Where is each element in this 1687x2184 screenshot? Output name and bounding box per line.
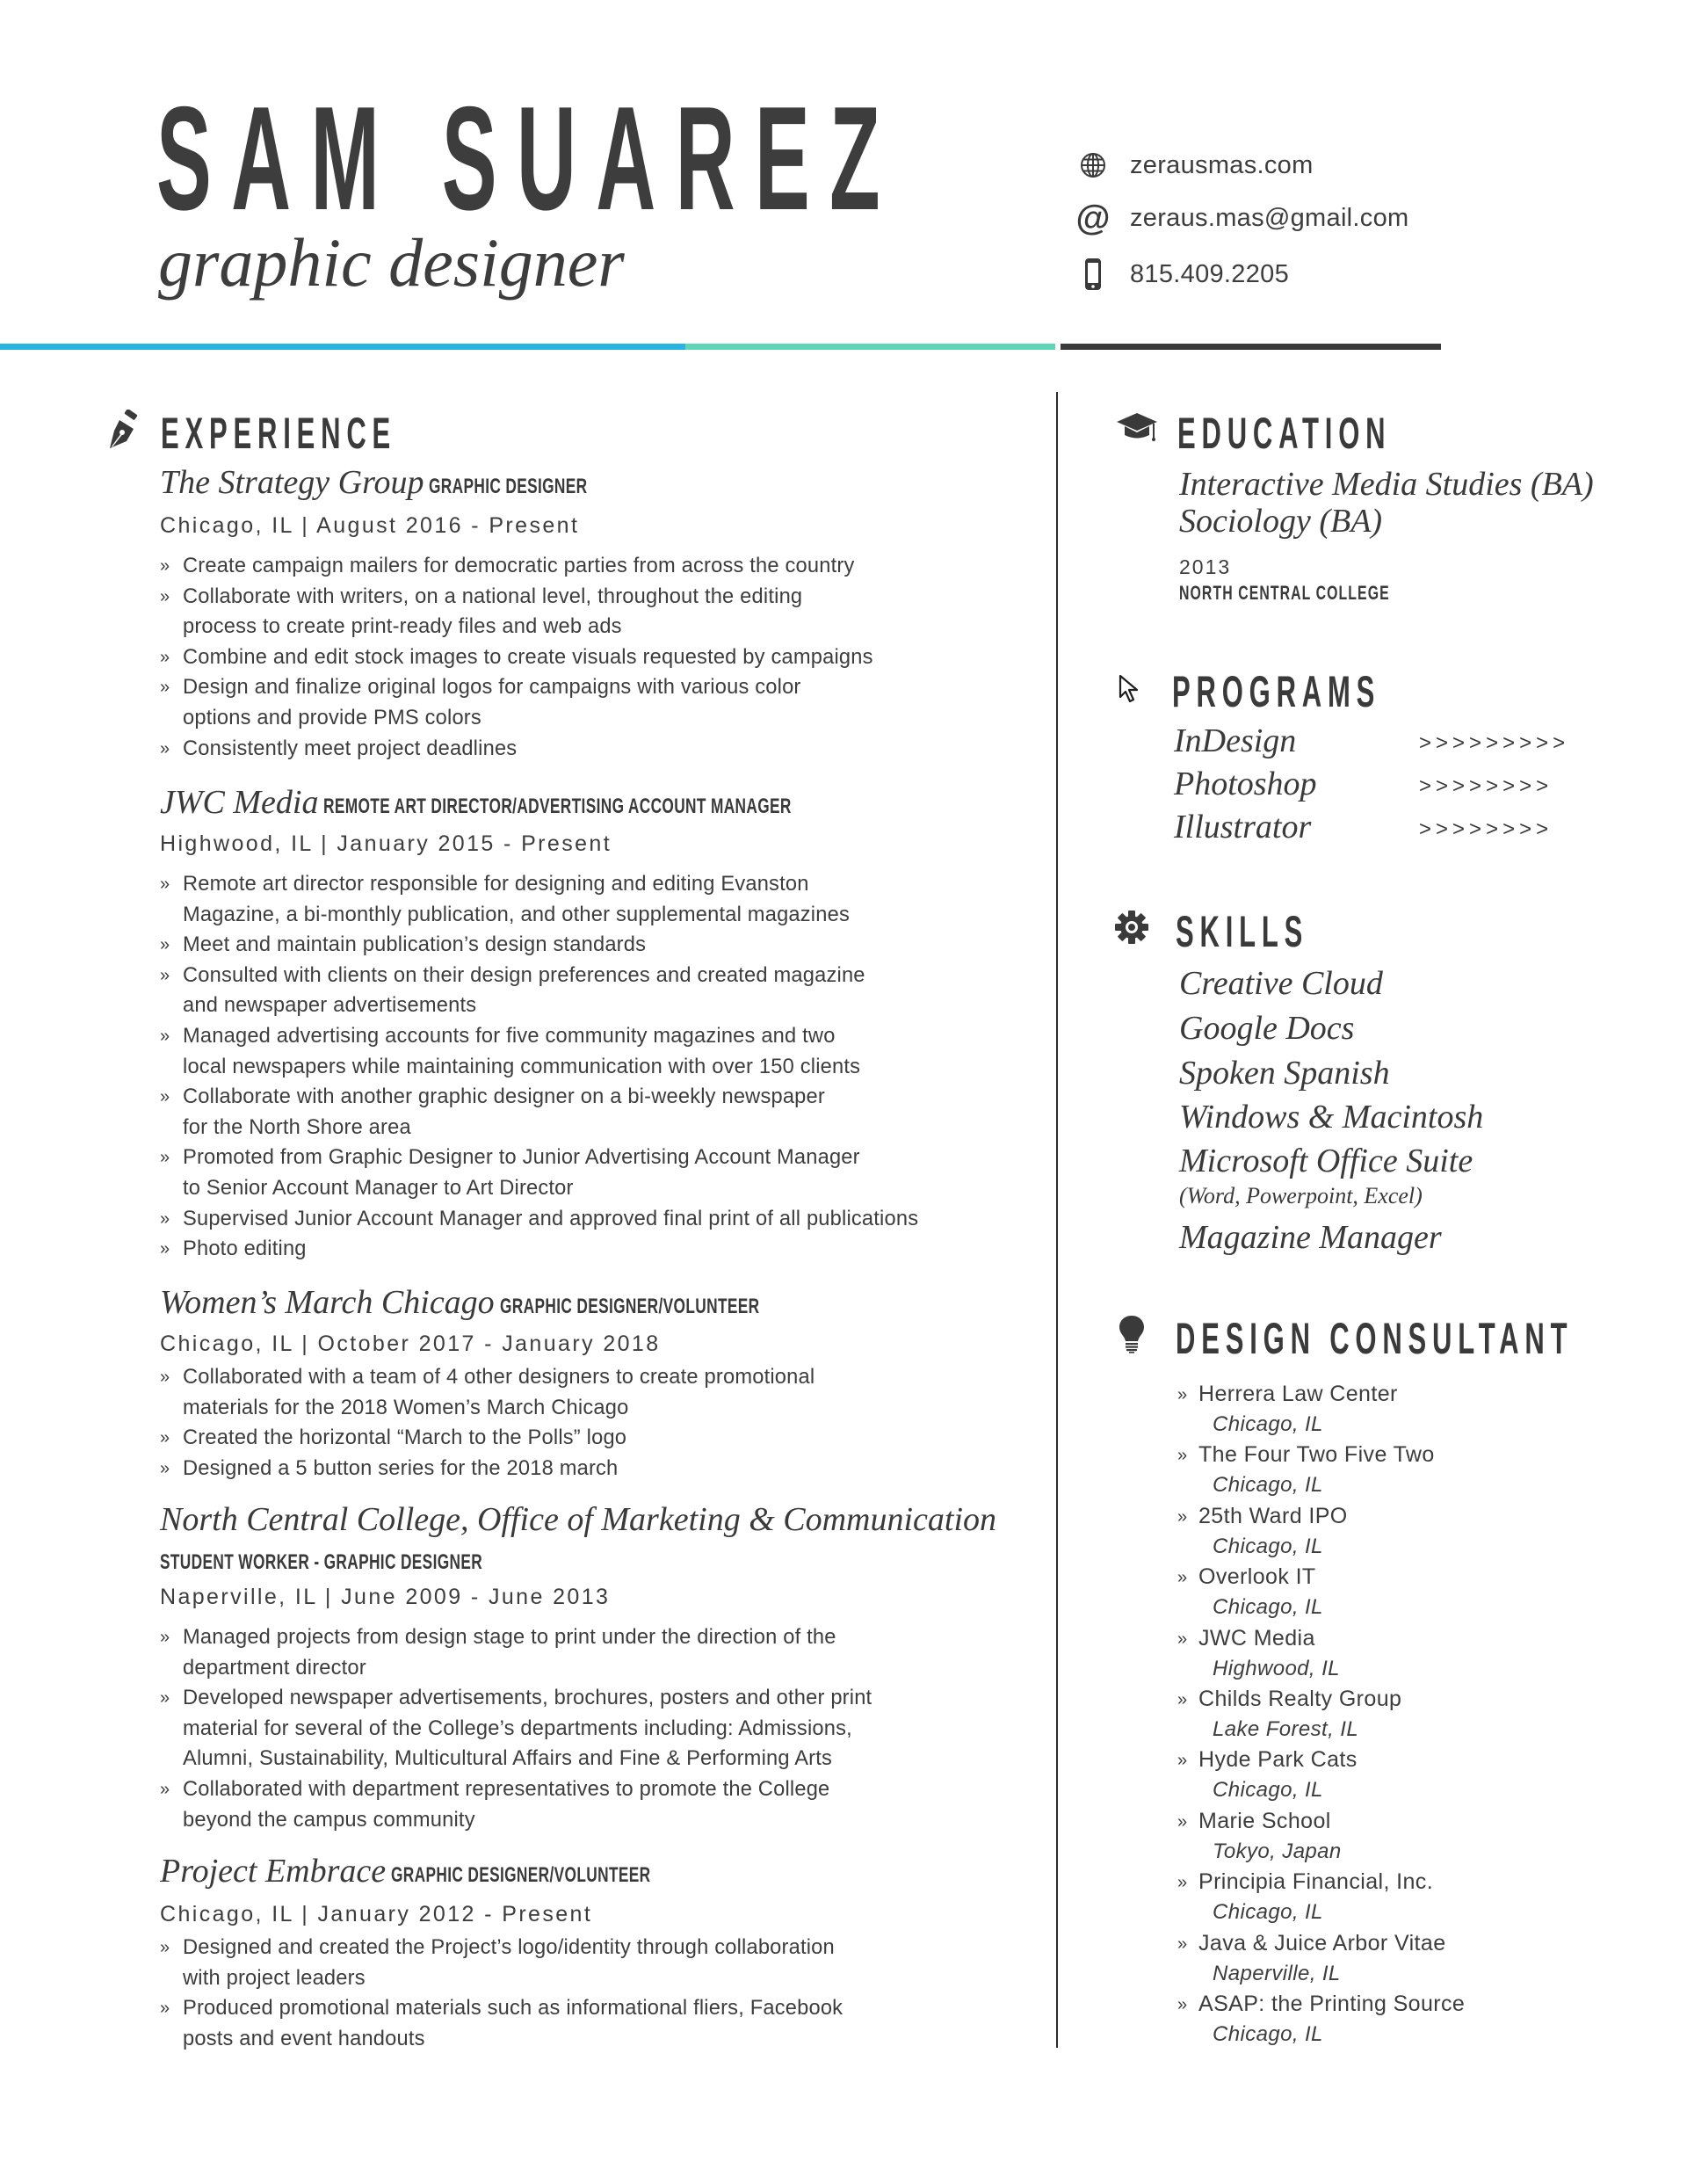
bullet-text: Meet and maintain publication’s design standards (183, 932, 647, 957)
program-level: >>>>>>>> (1419, 774, 1553, 798)
bullet-marker: » (160, 1938, 170, 1957)
bullet-text: Managed advertising accounts for five community magazines and two (183, 1023, 836, 1048)
bullet-item (160, 1362, 1039, 1423)
client-location: Chicago, IL (1213, 1412, 1323, 1436)
bullet-marker: » (160, 1688, 170, 1709)
bullet-text: Combine and edit stock images to create visuals requested by campaigns (183, 644, 873, 669)
bullet-text: to Senior Account Manager to Art Director (183, 1175, 574, 1200)
bullet-text: beyond the campus community (183, 1807, 475, 1832)
bullet-text: Developed newspaper advertisements, brochures, posters and other print (183, 1686, 872, 1710)
accent-bar-blue (0, 344, 685, 350)
job-location-dates: Chicago, IL | January 2012 - Present (160, 1902, 593, 1926)
bullet-text: department director (183, 1655, 366, 1680)
client-name: Hyde Park Cats (1198, 1747, 1358, 1773)
bullet-marker: » (160, 1458, 170, 1478)
job-bullets (160, 1933, 1039, 2054)
lightbulb-icon (1118, 1315, 1146, 1358)
client-location: Lake Forest, IL (1213, 1716, 1359, 1741)
candidate-name: SAM SUAREZ (156, 76, 900, 241)
bullet-text: Managed projects from design stage to print under the direction of the (183, 1625, 836, 1649)
consultant-client (1177, 1992, 1634, 2052)
bullet-text: Alumni, Sustainability, Multicultural Affairs and Fine & Performing Arts (183, 1746, 833, 1771)
bullet-item (160, 582, 1039, 642)
bullet-text: local newspapers while maintaining communication with over 150 clients (183, 1054, 861, 1078)
job-bullets (160, 869, 1039, 1265)
bullet-text: Produced promotional materials such as informational fliers, Facebook (183, 1996, 844, 2021)
phone-icon (1077, 258, 1109, 290)
bullet-text: Create campaign mailers for democratic parties from across the country (183, 554, 855, 577)
bullet-item (160, 1774, 1039, 1835)
consultant-client (1177, 1809, 1634, 1869)
consultant-client (1177, 1442, 1634, 1503)
job-header (160, 1854, 752, 1888)
job-role: STUDENT WORKER - GRAPHIC DESIGNER (160, 1550, 483, 1574)
bullet-marker: » (160, 874, 170, 894)
bullet-item (160, 672, 1039, 733)
job-company: JWC Media (160, 784, 319, 821)
program-level: >>>>>>>> (1419, 817, 1553, 841)
program-level: >>>>>>>>> (1419, 731, 1570, 755)
skill-item: Creative Cloud (1179, 965, 1383, 1002)
job-company: Women’s March Chicago (160, 1284, 495, 1321)
job-company: North Central College, Office of Marketing & Communication (160, 1501, 997, 1538)
consultant-heading: DESIGN CONSULTANT (1176, 1314, 1574, 1363)
bullet-marker: » (160, 1368, 170, 1387)
bullet-item (160, 961, 1039, 1021)
bullet-marker: » (160, 1026, 170, 1046)
bullet-item (160, 869, 1039, 930)
bullet-marker: » (1177, 1873, 1188, 1893)
job-location-dates: Naperville, IL | June 2009 - June 2013 (160, 1585, 611, 1609)
client-name: ASAP: the Printing Source (1198, 1991, 1466, 2016)
bullet-item (160, 930, 1039, 961)
bullet-item (160, 1082, 1039, 1143)
bullet-text: options and provide PMS colors (183, 705, 481, 729)
client-name: Java & Juice Arbor Vitae (1198, 1930, 1446, 1955)
bullet-item (160, 1234, 1039, 1265)
column-divider (1056, 392, 1058, 2048)
email-text: zeraus.mas@gmail.com (1130, 203, 1409, 232)
bullet-marker: » (160, 935, 170, 955)
client-location: Chicago, IL (1213, 1778, 1323, 1803)
client-location: Chicago, IL (1213, 1534, 1323, 1558)
bullet-text: materials for the 2018 Women’s March Chicago (183, 1395, 629, 1419)
program-name: InDesign (1174, 722, 1297, 759)
phone-text: 815.409.2205 (1130, 259, 1289, 288)
job-role: GRAPHIC DESIGNER/VOLUNTEER (391, 1863, 651, 1887)
client-location: Chicago, IL (1213, 1900, 1323, 1925)
client-location: Highwood, IL (1213, 1656, 1340, 1680)
job-bullets (160, 1622, 1039, 1835)
bullet-marker: » (160, 1087, 170, 1107)
bullet-marker: » (160, 1208, 170, 1229)
bullet-text: Consistently meet project deadlines (183, 736, 518, 760)
bullet-text: material for several of the College’s departments including: Admissions, (183, 1716, 852, 1740)
consultant-client (1177, 1747, 1634, 1808)
job-role: GRAPHIC DESIGNER/VOLUNTEER (499, 1295, 760, 1318)
bullet-item (160, 1683, 1039, 1774)
skill-item: Magazine Manager (1179, 1219, 1442, 1256)
bullet-text: Collaborate with another graphic designer on a bi-weekly newspaper (183, 1085, 825, 1109)
bullet-text: with project leaders (183, 1965, 366, 1990)
gear-icon (1114, 910, 1149, 949)
job-role: GRAPHIC DESIGNER (429, 475, 588, 498)
bullet-marker: » (1177, 1934, 1188, 1954)
consultant-client (1177, 1626, 1634, 1687)
bullet-text: posts and event handouts (183, 2026, 425, 2050)
accent-bar-teal (685, 344, 1055, 350)
bullet-item (160, 1993, 1039, 2054)
program-name: Illustrator (1174, 809, 1312, 845)
client-location: Chicago, IL (1213, 2021, 1323, 2046)
job-bullets (160, 1362, 1039, 1484)
experience-heading: EXPERIENCE (161, 409, 397, 458)
bullet-text: process to create print-ready files and web ads (183, 614, 622, 639)
bullet-text: Magazine, a bi-monthly publication, and other supplemental magazines (183, 902, 850, 926)
bullet-item (160, 1423, 1039, 1454)
bullet-marker: » (160, 1628, 170, 1647)
skill-item: Spoken Spanish (1179, 1055, 1390, 1092)
skills-heading: SKILLS (1176, 907, 1309, 956)
bullet-marker: » (1177, 1446, 1188, 1466)
job-header (160, 466, 649, 499)
client-location: Chicago, IL (1213, 1595, 1323, 1620)
school-name: NORTH CENTRAL COLLEGE (1179, 582, 1390, 604)
bullet-marker: » (160, 647, 170, 667)
bullet-marker: » (160, 1239, 170, 1259)
consultant-client (1177, 1564, 1634, 1625)
job-bullets (160, 551, 1039, 764)
bullet-item (160, 1622, 1039, 1683)
bullet-text: Designed a 5 button series for the 2018 march (183, 1455, 619, 1480)
job-company: The Strategy Group (160, 464, 424, 501)
client-name: Herrera Law Center (1198, 1382, 1398, 1406)
client-name: Marie School (1198, 1808, 1331, 1833)
at-sign-icon: @ (1075, 198, 1111, 237)
job-header (160, 1286, 860, 1319)
globe-icon (1077, 149, 1109, 181)
consultant-client (1177, 1382, 1634, 1442)
bullet-text: Supervised Junior Account Manager and approved final print of all publications (183, 1206, 919, 1230)
bullet-text: Design and finalize original logos for campaigns with various color (183, 675, 801, 700)
bullet-marker: » (160, 1148, 170, 1168)
accent-bar-dark (1061, 344, 1441, 350)
programs-heading: PROGRAMS (1172, 667, 1381, 716)
skill-item: Microsoft Office Suite (1179, 1143, 1473, 1179)
bullet-text: Created the horizontal “March to the Polls” logo (183, 1426, 627, 1450)
bullet-text: and newspaper advertisements (183, 993, 477, 1018)
graduation-cap-icon (1116, 411, 1158, 449)
bullet-marker: » (160, 1999, 170, 2019)
bullet-item (160, 1204, 1039, 1235)
bullet-marker: » (160, 1428, 170, 1448)
consultant-client (1177, 1687, 1634, 1747)
bullet-marker: » (1177, 1629, 1188, 1649)
job-location-dates: Chicago, IL | August 2016 - Present (160, 513, 580, 538)
client-name: JWC Media (1198, 1625, 1315, 1651)
cursor-arrow-icon (1118, 673, 1144, 709)
program-name: Photoshop (1174, 765, 1317, 802)
contact-website[interactable] (1077, 148, 1314, 183)
bullet-item (160, 551, 1039, 582)
bullet-text: Collaborated with department representatives to promote the College (183, 1776, 830, 1801)
bullet-item (160, 1021, 1039, 1082)
bullet-item (160, 734, 1039, 765)
bullet-marker: » (160, 678, 170, 698)
bullet-text: Collaborated with a team of 4 other designers to create promotional (183, 1365, 815, 1389)
job-role: REMOTE ART DIRECTOR/ADVERTISING ACCOUNT MANAGER (323, 795, 793, 818)
bullet-marker: » (160, 586, 170, 606)
bullet-marker: » (160, 965, 170, 985)
job-location-dates: Chicago, IL | October 2017 - January 2018 (160, 1331, 661, 1356)
bullet-marker: » (1177, 1506, 1188, 1527)
degree: Sociology (BA) (1179, 503, 1383, 540)
client-name: The Four Two Five Two (1198, 1442, 1435, 1468)
pen-nib-icon (107, 410, 146, 453)
job-header (160, 1503, 996, 1536)
job-location-dates: Highwood, IL | January 2015 - Present (160, 831, 612, 856)
bullet-item (160, 1143, 1039, 1203)
bullet-text: Promoted from Graphic Designer to Junior Advertising Account Manager (183, 1145, 860, 1170)
client-location: Chicago, IL (1213, 1473, 1323, 1498)
job-company: Project Embrace (160, 1853, 387, 1890)
consultant-list (1177, 1382, 1634, 2052)
bullet-marker: » (160, 1779, 170, 1799)
bullet-marker: » (1177, 1751, 1188, 1771)
bullet-marker: » (1177, 1385, 1188, 1404)
bullet-text: Designed and created the Project’s logo/identity through collaboration (183, 1935, 835, 1959)
client-location: Naperville, IL (1213, 1961, 1341, 1985)
client-name: Principia Financial, Inc. (1198, 1869, 1434, 1895)
skill-item: Windows & Macintosh (1179, 1099, 1484, 1136)
client-name: Overlook IT (1198, 1564, 1316, 1590)
bullet-text: Remote art director responsible for designing and editing Evanston (183, 872, 809, 896)
bullet-marker: » (1177, 1811, 1188, 1832)
job-title: graphic designer (158, 224, 625, 301)
skill-item: Google Docs (1179, 1010, 1355, 1047)
bullet-text: Consulted with clients on their design preferences and created magazine (183, 962, 865, 987)
client-name: Childs Realty Group (1198, 1686, 1402, 1711)
bullet-item (160, 1454, 1039, 1484)
website-text: zerausmas.com (1130, 150, 1314, 179)
bullet-text: Photo editing (183, 1237, 307, 1261)
contact-email[interactable] (1077, 200, 1408, 236)
job-header (160, 786, 974, 819)
bullet-marker: » (160, 738, 170, 758)
bullet-item (160, 642, 1039, 673)
consultant-client (1177, 1869, 1634, 1930)
client-name: 25th Ward IPO (1198, 1503, 1348, 1528)
client-location: Tokyo, Japan (1213, 1839, 1342, 1863)
bullet-text: Collaborate with writers, on a national level, throughout the editing (183, 584, 803, 608)
bullet-marker: » (1177, 1994, 1188, 2014)
consultant-client (1177, 1504, 1634, 1564)
contact-phone[interactable] (1077, 257, 1289, 292)
skill-detail: (Word, Powerpoint, Excel) (1179, 1183, 1423, 1208)
graduation-year: 2013 (1179, 555, 1232, 578)
bullet-marker: » (160, 556, 170, 576)
job-role-line (160, 1552, 608, 1573)
bullet-marker: » (1177, 1568, 1188, 1588)
consultant-client (1177, 1931, 1634, 1992)
education-heading: EDUCATION (1177, 409, 1392, 458)
bullet-item (160, 1933, 1039, 1993)
bullet-marker: » (1177, 1689, 1188, 1709)
bullet-text: for the North Shore area (183, 1114, 411, 1139)
degree: Interactive Media Studies (BA) (1179, 466, 1594, 503)
